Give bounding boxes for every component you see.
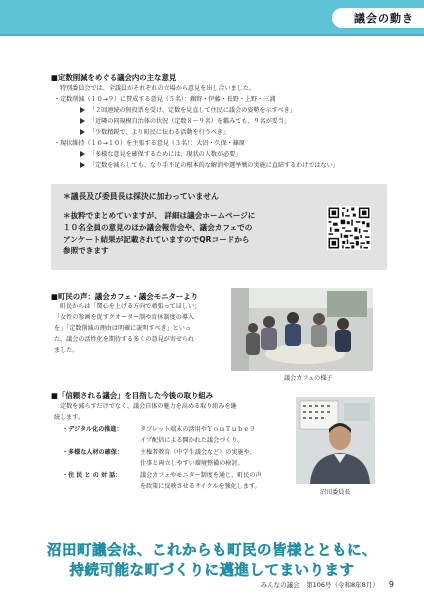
section2-line: ました。 <box>54 347 79 354</box>
item-label: ・デジタル化の推進： <box>62 426 123 433</box>
item-line: 主権者教育（中学生議会など）の実施や、 <box>140 449 256 456</box>
section2-line: た、議会の活性化を期待する多くの意見が寄せられ <box>54 336 195 343</box>
item-label: ・多様な人材の確保： <box>62 449 123 456</box>
closing-banner-line2: 持続可能な町づくりに邁進してまいります <box>69 563 355 579</box>
arrow-icon <box>80 129 85 135</box>
chairman-photo-caption: 沼田委員長 <box>320 489 351 496</box>
section1-title: ■定数削減をめぐる議会内の主な意見 <box>51 73 177 82</box>
info-head: ＊議長及び委員長は採決に加わっていません <box>63 192 219 201</box>
section1-reduce-head: ・定数削減（１０→９）に賛成する意見（５名）：鵜野・伊藤・長野・上野・三浦 <box>54 96 276 103</box>
item-label: ・住 民 と の 対 話： <box>62 472 122 479</box>
footer <box>261 580 394 589</box>
cafe-photo-caption: 議会カフェの様子 <box>284 375 333 382</box>
qr-code[interactable] <box>327 206 371 250</box>
section2-line: を」「定数削減の理由は明確に説明すべき」といっ <box>54 325 191 332</box>
reduce-point: 「少数精鋭で、より町民に伝わる活動を行うべき」 <box>80 128 229 138</box>
arrow-icon <box>80 162 85 168</box>
header-title: 議会の動き <box>354 12 414 25</box>
section3-intro: 続します。 <box>54 414 84 421</box>
item-line: イブ配信による開かれた議会づくり。 <box>140 437 244 444</box>
chairman-photo <box>296 397 375 484</box>
item-line: 仕事と両立しやすい環境整備の検討。 <box>140 460 244 467</box>
arrow-icon <box>80 107 85 113</box>
section2-line: 町民からは「関心を上げる方向で頑張ってほしい」 <box>60 303 201 310</box>
section2-line: 「女性の参画を促すクオーター制や育休制度の導入 <box>54 314 194 321</box>
header-rule <box>0 34 424 36</box>
keep-point: 「多様な意見を確保するためには、現状の人数が必要」 <box>80 150 241 160</box>
page-number: 9 <box>388 580 394 589</box>
section1-keep-head: ・現状維持（１０→１０）を主張する意見（３名）：大沼・久保・篠原 <box>54 140 245 147</box>
gikai-cafe-photo <box>231 288 373 371</box>
reduce-point: 「近隣の同規模自治体の状況（定数８～９名）を鑑みても、９名が妥当」 <box>80 117 290 127</box>
info-body: ＊抜粋でまとめていますが、 詳細は議会ホームページに １０名全員の意見のほか議会報告会や、議会カフェでの アンケート結果が記載されていますのでQRコードから 参照できます <box>63 211 256 256</box>
section3-title: ■「信頼される議会」を目指した今後の取り組み <box>51 391 214 400</box>
closing-banner-line1: 沼田町議会は、これからも町民の皆様とともに、 <box>47 543 377 559</box>
issue-info: みんなの議会 第106号（令和8年8月） <box>260 581 379 589</box>
item-line: を政策に反映させるサイクルを強化します。 <box>140 483 261 490</box>
arrow-icon <box>80 118 85 124</box>
arrow-icon <box>80 151 85 157</box>
section2-title: ■町民の声：議会カフェ・議会モニターより <box>51 292 199 301</box>
section3-intro: 定数を減らすだけでなく、議会自体の魅力を高める取り組みを継 <box>60 403 237 410</box>
reduce-point: 「２回連続の無投票を受け、定数を見直して住民に議会の姿勢を示すべき」 <box>80 106 296 116</box>
item-line: タブレット端末の活用やＹｏｕＴｕｂｅラ <box>140 426 256 433</box>
section1-intro: 特別委員会では、全議員がそれぞれの立場から意見を出し合いました。 <box>60 85 255 92</box>
item-line: 議会カフェやモニター制度を通じ、町民の声 <box>140 472 262 479</box>
keep-point: 「定数を減らしても、なり手不足の根本的な解消や選挙戦の実施に直結するわけではない」 <box>80 161 339 171</box>
